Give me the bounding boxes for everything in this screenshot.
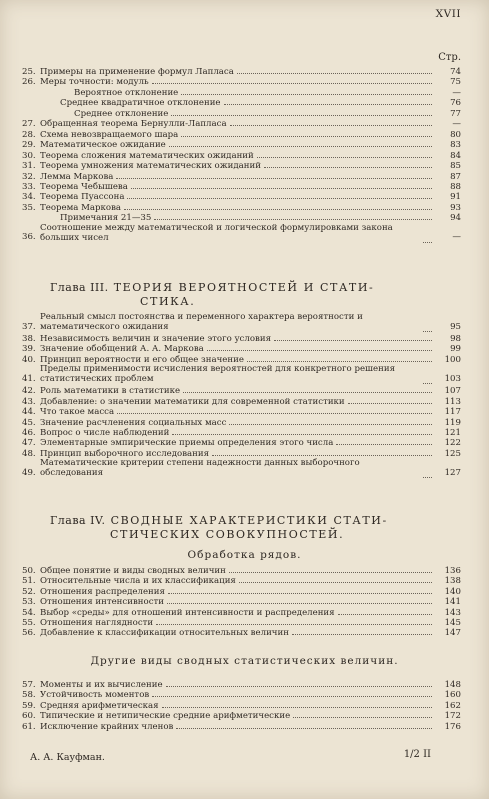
toc-entry-number: 27. [22,119,36,130]
toc-entry-page: 119 [444,417,461,428]
dot-leader [167,596,432,604]
toc-entry-number: 48. [22,448,36,459]
toc-entry-title: Относительные числа и их классификация [40,576,236,587]
toc-entry-title: Добавление к классификации относительных величин [40,628,289,639]
toc-entry-page: 74 [450,67,461,77]
chapter-4-title-line2: СТИЧЕСКИХ СОВОКУПНОСТЕЙ. [110,528,345,541]
toc-entry-number: 26. [22,77,36,88]
toc-entry-page: 99 [450,344,461,355]
dot-leader [348,396,432,404]
dot-leader [131,181,432,189]
toc-entry-number: 60. [22,711,36,722]
toc-entry-page: 77 [450,108,461,119]
toc-entry-title: Значение обобщений А. А. Маркова [40,344,204,355]
dot-leader [257,150,432,158]
toc-entry-page: 88 [450,181,461,192]
chapter-4-title-line1: СВОДНЫЕ ХАРАКТЕРИСТИКИ СТАТИ- [110,514,388,527]
footer-signature: 1/2 II [403,749,431,760]
toc-entry-page: 85 [450,161,461,172]
toc-entry-page: 176 [444,721,461,732]
toc-entry-page: 93 [450,202,461,213]
dot-leader [336,437,432,445]
toc-entry-number: 61. [22,721,36,732]
toc-entry [22,437,461,448]
dot-leader [116,171,432,179]
chapter-3-label: Глава III. [50,281,109,294]
page-column-header: Стр. [438,52,461,63]
toc-entry-number: 53. [22,597,36,608]
toc-entry-page: 94 [450,213,461,224]
toc-entry-number: 51. [22,576,36,587]
toc-entry-number: 28. [22,129,36,140]
toc-entry-title: Среднее отклонение [74,108,169,119]
toc-entry [22,76,461,87]
toc-entry-title: Устойчивость моментов [40,690,150,701]
toc-entry [22,700,461,711]
toc-entry-title: Обращенная теорема Бернулли-Лапласа [40,119,227,130]
toc-entry-title: Математическое ожидание [40,140,166,151]
toc-entry-title: Моменты и их вычисление [40,680,163,690]
dot-leader [162,700,432,708]
toc-entry-title: Теорема умножения математических ожиданий [40,161,261,172]
toc-entry-title: Вероятное отклонение [74,87,179,98]
toc-entry-number: 30. [22,150,36,161]
dot-leader [176,721,432,729]
toc-entry-page: 136 [444,566,461,576]
toc-entry-title: Отношения интенсивности [40,597,164,608]
toc-entry [22,396,461,407]
toc-entry [22,139,461,150]
chapter-3-title-line2: СТИКА. [140,295,196,308]
toc-entry-number: 45. [22,417,36,428]
dot-leader [207,343,432,351]
toc-entry-title: Независимость величин и значение этого условия [40,333,271,344]
toc-entry [22,721,461,732]
toc-entry [22,406,461,417]
toc-entry [22,586,461,597]
toc-entry-title: Соотношение между математической и логической формулировками закона больших чисел [40,222,393,243]
toc-entry-number: 47. [22,438,36,449]
toc-entry-number: 34. [22,192,36,203]
dot-leader [152,689,432,697]
toc-entry [22,97,461,108]
toc-entry-title: Средняя арифметическая [40,700,159,711]
dot-leader [169,139,432,147]
toc-entry-number: 39. [22,344,36,355]
dot-leader [229,417,432,425]
toc-entry-title: Исключение крайних членов [40,721,174,732]
toc-entry [22,596,461,607]
chapter-3-title-line1: ТЕОРИЯ ВЕРОЯТНОСТЕЙ И СТАТИ- [113,281,375,294]
toc-entry-page: 148 [444,680,461,690]
toc-entry-page: 122 [444,438,461,449]
dot-leader [229,565,432,573]
dot-leader [181,129,432,137]
toc-entry-title: Схема невозвращаемого шара [40,129,179,140]
toc-entry-number: 42. [22,386,36,397]
toc-entry [22,212,461,223]
toc-entry [22,458,461,478]
toc-entry-number: 57. [22,680,36,690]
toc-entry-page: 172 [444,711,461,722]
toc-entry [22,565,461,576]
toc-entry-title: Меры точности: модуль [40,77,149,88]
footer-author: А. А. Кауфман. [30,752,105,763]
dot-leader [274,333,432,341]
toc-entry-number: 56. [22,628,36,639]
toc-entry-page: — [452,87,461,98]
toc-entry-number: 52. [22,586,36,597]
toc-entry-number: 29. [22,140,36,151]
toc-entry-number: 44. [22,407,36,418]
toc-entry [22,627,461,638]
dot-leader [171,108,432,116]
toc-entry-title: Типические и нетипические средние арифметические [40,711,291,722]
toc-entry-page: 83 [450,140,461,151]
toc-entry-number: 43. [22,396,36,407]
section-heading-series: Обработка рядов. [187,549,302,561]
dot-leader [152,76,432,84]
toc-entry-title: Вопрос о числе наблюдений [40,427,170,438]
toc-entry-number: 25. [22,67,36,77]
toc-entry-page: — [452,232,461,243]
toc-entry-number: 59. [22,700,36,711]
toc-entry [22,171,461,182]
toc-entry-page: 95 [450,321,461,332]
toc-entry [22,150,461,161]
toc-entry-number: 41. [22,373,36,384]
toc-entry-page: 98 [450,333,461,344]
dot-leader [127,191,432,199]
dot-leader [247,354,432,362]
toc-entry-page: 117 [444,407,461,418]
toc-entry-number: 37. [22,321,36,332]
toc-entry-title: Значение расчленения социальных масс [40,417,227,428]
dot-leader [338,607,432,615]
chapter-4-label: Глава IV. [50,514,106,527]
toc-entry-title: Общее понятие и виды сводных величин [40,566,226,576]
toc-entry-number: 54. [22,607,36,618]
toc-entry-number: 32. [22,171,36,182]
toc-entry-number: 31. [22,161,36,172]
toc-entry [22,312,461,332]
toc-entry-page: 147 [444,628,461,639]
toc-entry-number: 50. [22,566,36,576]
toc-entry-page: 107 [444,386,461,397]
dot-leader [292,627,432,635]
toc-entry-page: 138 [444,576,461,587]
toc-entry [22,575,461,586]
toc-entry [22,710,461,721]
toc-entry-title: Отношения наглядности [40,618,154,628]
dot-leader [239,575,432,583]
toc-entry [22,385,461,396]
toc-entry-page: 143 [444,607,461,618]
toc-entry [22,607,461,618]
toc-entry-page: 76 [450,98,461,109]
toc-entry-page: 87 [450,171,461,182]
toc-entry-title: Роль математики в статистике [40,386,181,397]
toc-entry-number: 46. [22,427,36,438]
dot-leader [230,118,432,126]
toc-entry-page: 80 [450,129,461,140]
toc-entry [22,343,461,354]
toc-entry-page: 162 [444,700,461,711]
toc-entry [22,108,461,119]
toc-entry-page: — [452,119,461,130]
toc-entry [22,223,461,243]
toc-entry [22,191,461,202]
dot-leader [423,235,432,243]
dot-leader [212,448,432,456]
chapter-3-heading [50,281,461,309]
toc-entry-number: 49. [22,467,36,478]
dot-leader [183,385,432,393]
toc-entry [22,118,461,129]
toc-entry-page: 91 [450,192,461,203]
toc-entry-page: 100 [444,354,461,365]
toc-entry-page: 75 [450,77,461,88]
toc-entry-title: Пределы применимости исчисления вероятностей для конкретного решения статистических проблем [40,364,395,385]
dot-leader [154,212,432,220]
section-heading-other: Другие виды сводных статистических величин. [90,655,399,667]
dot-leader [423,324,432,332]
toc-entry-number: 58. [22,690,36,701]
toc-entry [22,66,461,77]
toc-entry-number: 38. [22,333,36,344]
toc-entry-page: 113 [444,396,461,407]
toc-entry-title: Математические критерии степени надежности данных выборочного обследования [40,458,360,479]
chapter-4-heading [50,514,461,542]
toc-entry-title: Принцип вероятности и его общее значение [40,354,244,365]
toc-entry-page: 84 [450,150,461,161]
toc-entry-title: Реальный смысл постоянства и переменного характера вероятности и математического ожидания [40,312,363,332]
toc-entry-page: 127 [444,467,461,478]
toc-entry [22,354,461,365]
toc-entry-title: Лемма Маркова [40,171,114,182]
toc-entry-title: Что такое масса [40,407,115,418]
dot-leader [293,710,432,718]
toc-entry [22,160,461,171]
toc-entry [22,364,461,384]
toc-entry-page: 160 [444,690,461,701]
dot-leader [423,470,432,478]
toc-entry-page: 141 [444,597,461,608]
toc-entry-title: Отношения распределения [40,586,165,597]
toc-entry [22,202,461,213]
page-number: XVII [435,8,461,20]
toc-entry [22,427,461,438]
toc-entry [22,448,461,459]
dot-leader [224,97,432,105]
dot-leader [172,427,432,435]
toc-entry-title: Теорема сложения математических ожиданий [40,150,254,161]
toc-entry-number: 35. [22,202,36,213]
toc-entry-number: 40. [22,354,36,365]
toc-entry [22,679,461,690]
toc-entry-page: 140 [444,586,461,597]
toc-entry-title: Добавление: о значении математики для современной статистики [40,396,345,407]
dot-leader [264,160,432,168]
dot-leader [168,586,432,594]
toc-entry-page: 121 [444,427,461,438]
toc-entry-title: Теорема Маркова [40,202,122,213]
toc-entry-title: Элементарные эмпирические приемы определения этого числа [40,438,334,449]
toc-entry-title: Среднее квадратичное отклонение [60,98,221,109]
toc-entry-title: Теорема Чебышева [40,181,128,192]
toc-entry-number: 55. [22,618,36,628]
toc-entry-number: 36. [22,232,36,243]
dot-leader [181,87,432,95]
dot-leader [237,66,432,74]
toc-entry [22,617,461,628]
toc-entry-title: Примеры на применение формул Лапласа [40,67,234,77]
toc-entry [22,87,461,98]
toc-entry [22,333,461,344]
dot-leader [166,679,432,687]
dot-leader [423,376,432,384]
dot-leader [124,202,432,210]
toc-entry-title: Теорема Пуассона [40,192,125,203]
toc-entry [22,689,461,700]
toc-entry-title: Примечания 21—35 [60,213,152,224]
dot-leader [117,406,432,414]
dot-leader [156,617,432,625]
toc-entry-page: 145 [444,618,461,628]
toc-entry-page: 103 [444,373,461,384]
toc-entry-number: 33. [22,181,36,192]
toc-entry-title: Выбор «среды» для отношений интенсивности и распределения [40,607,335,618]
toc-entry [22,417,461,428]
toc-entry-page: 125 [444,448,461,459]
toc-entry [22,181,461,192]
toc-entry [22,129,461,140]
toc-entry-title: Принцип выборочного исследования [40,448,210,459]
